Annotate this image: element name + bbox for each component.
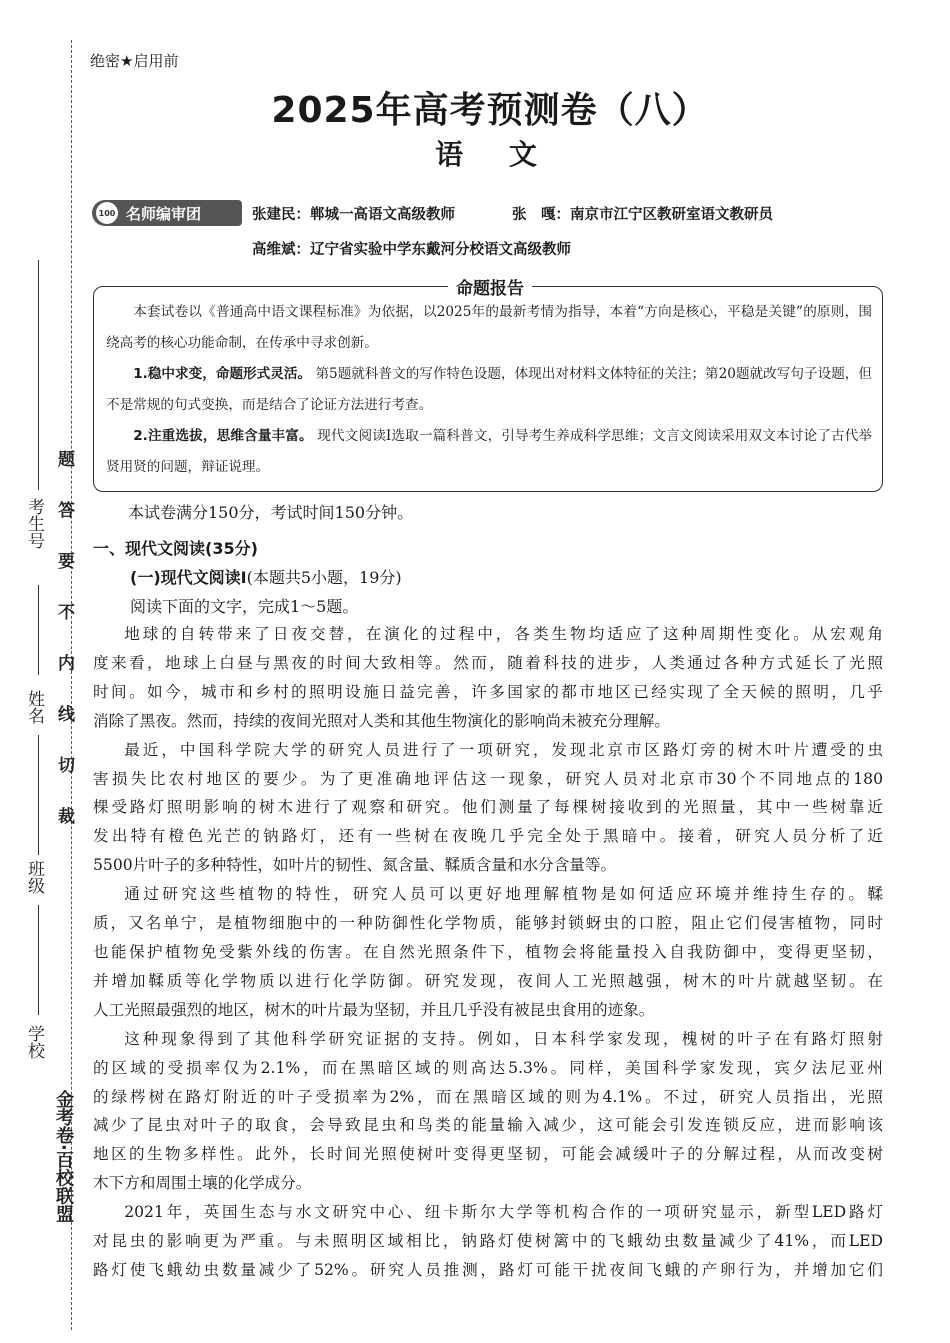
badge-label: 名师编审团: [126, 204, 202, 223]
passage-line: 也能保护植物免受紫外线的伤害。在自然光照条件下，植物会将能量投入自我防御中，变得更坚韧，: [93, 942, 883, 961]
field-line-class: [38, 735, 39, 855]
teacher-3: 高维斌：辽宁省实验中学东戴河分校语文高级教师: [252, 242, 571, 258]
passage-line: 地区的生物多样性。此外，长时间光照使树叶变得更坚韧，可能会减缓叶子的分解过程，从而改变树: [93, 1145, 883, 1164]
passage-line: 减少了昆虫对叶子的取食，会导致昆虫和鸟类的能量输入减少，这可能会引发连锁反应，进而影响该: [93, 1116, 883, 1135]
exam-title: 2025年高考预测卷（八）: [271, 90, 709, 131]
passage-line: 的绿梣树在路灯附近的叶子受损率为2%，而在黑暗区域的则为4.1%。不过，研究人员指出，光照: [93, 1087, 883, 1106]
passage-line: 发出特有橙色光芒的钠路灯，还有一些树在夜晚几乎完全处于黑暗中。接着，研究人员分析了近: [93, 827, 883, 846]
report-point-2-body: 现代文阅读Ⅰ选取一篇科普文，引导考生养成科学思维；文言文阅读采用双文本讨论了古代举贤用贤的问题，辩证说理。: [106, 428, 873, 475]
passage-line: 棵受路灯照明影响的树木进行了观察和研究。他们测量了每棵树接收到的光照量，其中一些树靠近: [93, 798, 883, 817]
editorial-team-badge: [92, 200, 242, 226]
passage-line: 通过研究这些植物的特性，研究人员可以更好地理解植物是如何适应环境并维持生存的。鞣: [124, 885, 883, 904]
report-point-1-body: 第5题就科普文的写作特色设题，体现出对材料文体特征的关注；第20题就改写句子设题，但不是常规的句式变换，而是结合了论证方法进行考查。: [106, 366, 873, 413]
report-point-1: [106, 359, 872, 421]
reading-instruction: 阅读下面的文字，完成1～5题。: [130, 597, 359, 616]
confidential-mark: 绝密★启用前: [90, 52, 179, 70]
passage-line: 最近，中国科学院大学的研究人员进行了一项研究，发现北京市区路灯旁的树木叶片遭受的虫: [124, 740, 883, 759]
section-heading: 一、现代文阅读(35分): [93, 539, 258, 558]
field-line-name: [38, 585, 39, 675]
passage-line: 木下方和周围土壤的化学成分。: [93, 1174, 312, 1193]
cut-line-warning: 题 答 要 不 内 线 切 裁: [54, 450, 74, 824]
passage-line: 这种现象得到了其他科学研究证据的支持。例如，日本科学家发现，槐树的叶子在有路灯照射: [124, 1029, 883, 1048]
subsection-title: (一)现代文阅读Ⅰ: [130, 568, 247, 587]
field-line-school: [38, 905, 39, 1015]
score-time-note: 本试卷满分150分，考试时间150分钟。: [128, 503, 414, 522]
subsection-note: (本题共5小题，19分): [246, 568, 402, 587]
field-label-class: 班级: [24, 860, 44, 894]
passage-line: 并增加鞣质等化学物质以进行化学防御。研究发现，夜间人工光照越强，树木的叶片就越坚韧。在: [93, 971, 883, 990]
report-point-2-head: 2.注重选拔，思维含量丰富。: [133, 428, 313, 444]
report-box: [93, 286, 883, 492]
field-label-school: 学校: [24, 1025, 44, 1059]
passage-line: 5500片叶子的多种特性，如叶片的韧性、氮含量、鞣质含量和水分含量等。: [93, 856, 617, 875]
passage-line: 的区域的受损率仅为2.1%，而在黑暗区域的则高达5.3%。同样，美国科学家发现，宾夕法尼亚州: [93, 1058, 883, 1077]
passage-line: 消除了黑夜。然而，持续的夜间光照对人类和其他生物演化的影响尚未被充分理解。: [93, 711, 670, 730]
report-title: [0, 274, 950, 299]
publisher-mark: 金考卷·百校联盟: [53, 1090, 74, 1223]
report-intro: 本套试卷以《普通高中语文课程标准》为依据，以2025年的最新考情为指导，本着“方向是核心，平稳是关键”的原则，围绕高考的核心功能命制，在传承中寻求创新。: [106, 304, 872, 351]
passage-line: 对昆虫的影响更为严重。与未照明区域相比，钠路灯使树篱中的飞蛾幼虫数量减少了41%，而LED: [93, 1232, 883, 1251]
teacher-2: 张 嘎：南京市江宁区教研室语文教研员: [512, 207, 773, 223]
reading-passage: [93, 620, 883, 1285]
passage-line: 路灯使飞蛾幼虫数量减少了52%。研究人员推测，路灯可能干扰夜间飞蛾的产卵行为，并增加它们: [93, 1260, 883, 1279]
field-label-name: 姓名: [24, 690, 44, 724]
passage-line: 害损失比农村地区的要少。为了更准确地评估这一现象，研究人员对北京市30个不同地点的180: [93, 769, 883, 788]
field-label-exam-number: 考生号: [24, 498, 44, 549]
subject-title: 语 文: [435, 138, 555, 171]
passage-line: 度来看，地球上白昼与黑夜的时间大致相等。然而，随着科技的进步，人类通过各种方式延长了光照: [93, 653, 883, 672]
teacher-1: 张建民：郸城一高语文高级教师: [252, 207, 455, 223]
passage-line: 2021年，英国生态与水文研究中心、纽卡斯尔大学等机构合作的一项研究显示，新型LED路灯: [124, 1203, 883, 1222]
passage-line: 质，又名单宁，是植物细胞中的一种防御性化学物质，能够封锁蚜虫的口腔，阻止它们侵害植物，同时: [93, 914, 883, 933]
report-point-2: [106, 421, 872, 483]
report-point-1-head: 1.稳中求变，命题形式灵活。: [133, 366, 312, 382]
passage-line: 人工光照最强烈的地区，树木的叶片最为坚韧，并且几乎没有被昆虫食用的迹象。: [93, 1000, 655, 1019]
passage-line: 地球的自转带来了日夜交替，在演化的过程中，各类生物均适应了这种周期性变化。从宏观角: [124, 625, 883, 643]
medal-icon: 100: [96, 202, 118, 224]
subsection-heading: [130, 565, 402, 588]
passage-line: 时间。如今，城市和乡村的照明设施日益完善，许多国家的都市地区已经实现了全天候的照明，几乎: [93, 682, 883, 701]
report-title-text: 命题报告: [448, 279, 532, 299]
